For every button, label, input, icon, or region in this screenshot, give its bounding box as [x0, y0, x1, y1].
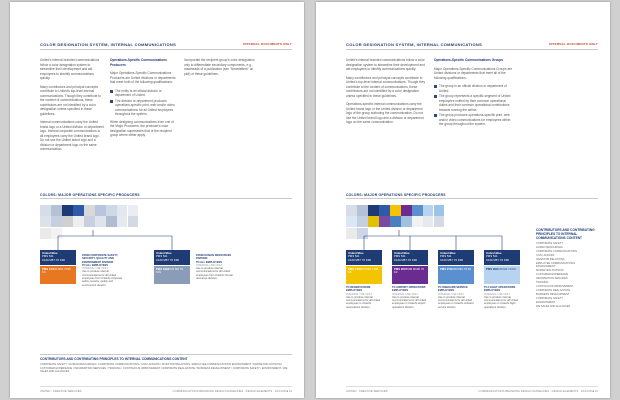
- color-card: [392, 250, 428, 309]
- color-swatch: [117, 205, 128, 216]
- swatch-pms: PMS 2607: [394, 267, 408, 271]
- secondary-swatch: [438, 266, 474, 284]
- color-swatch: [51, 205, 62, 216]
- color-swatch: [73, 205, 84, 216]
- connector-lines: [10, 224, 304, 250]
- swatch-pms: PMS 541: [440, 254, 452, 259]
- contributor-item: WE SALES AND ALLIANCES: [536, 304, 571, 308]
- check-item: [110, 89, 178, 98]
- swatch-name: United Blue: [394, 251, 410, 255]
- paragraph: United's internal branded communications follow a color designation system to streamline their development and aid employees to identify communications quickly.: [40, 58, 100, 80]
- swatch-name: United Blue: [42, 251, 58, 255]
- usage-text: Use to produce internal communications for all United employees from United's corporate safety, security, quality and environment division.: [82, 270, 123, 287]
- contributor-item: INFORMATION SERVICES: [536, 277, 568, 281]
- color-swatch: [434, 205, 445, 216]
- usage-tag: INTERNAL USE ONLY: [438, 292, 465, 296]
- usage-text: Use to produce internal communications for all United employees in United's airport operations division.: [392, 295, 427, 309]
- color-swatch: [40, 205, 51, 216]
- principles-title: CONTRIBUTORS AND CONTRIBUTING PRINCIPLES TO INTERNAL COMMUNICATIONS CONTENT: [40, 354, 292, 361]
- swatch-pms: PMS 541: [348, 254, 360, 259]
- swatch-cmyk: C0 M51 Y100 K0: [42, 267, 71, 275]
- swatch-cmyk: C80 M100 Y0 K3: [394, 267, 425, 275]
- left-page: [10, 2, 304, 398]
- contributor-item: ENVIRONMENT: [536, 265, 556, 269]
- contributor-item: CORPORATE SAFETY: [536, 242, 564, 245]
- usage-text: Use to produce internal communications for all United employees in United's reservations division.: [346, 295, 381, 309]
- card-description: [392, 286, 428, 309]
- contributor-item: HUMAN RESOURCES: [536, 245, 563, 249]
- to-heading: TO FLIGHT OPERATIONS EMPLOYEES: [484, 286, 516, 293]
- contributor-item: CORPORATE SAFETY: [536, 296, 564, 300]
- swatch-cmyk: C0 M18 Y100 K0: [348, 267, 379, 275]
- check-text: The group is an official division or department of United.: [439, 84, 507, 93]
- to-heading: TO ALL EMPLOYEES: [196, 260, 223, 264]
- usage-tag: INTERNAL USE ONLY: [392, 292, 419, 296]
- swatch-cmyk: C68 M34 Y0 K0: [451, 267, 472, 271]
- contributor-item: CONTINUOUS IMPROVEMENT: [536, 284, 574, 288]
- page-title: COLOR DESIGNATION SYSTEM, INTERNAL COMMUNICATIONS: [346, 42, 483, 47]
- secondary-swatch: [40, 266, 76, 284]
- primary-swatch: [40, 250, 76, 265]
- page-header: [346, 42, 598, 50]
- footer-right: COMMUNICATIONS BRANDING DESIGN GUIDELINES · DESIGN ELEMENTS · 03.04.08 ■ 13: [478, 389, 598, 393]
- usage-tag: INTERNAL USE ONLY: [82, 267, 109, 271]
- swatch-cmyk: C100 M57 Y0 K38: [348, 257, 371, 262]
- swatch-name: United Blue: [486, 251, 502, 255]
- card-description: [82, 254, 126, 287]
- primary-swatch: [484, 250, 520, 265]
- checkbox-icon: [434, 114, 437, 117]
- swatch-name: United Blue: [348, 251, 364, 255]
- subheading: Operations-Specific Communications Groups: [434, 58, 504, 62]
- to-heading: TO RESERVATIONS EMPLOYEES: [346, 286, 371, 293]
- check-item: [434, 84, 514, 93]
- swatch-pms: PMS 541: [156, 254, 168, 259]
- check-text: The division or department produces operations-specific print, web and/or video communications for all United employees throughout the system.: [115, 98, 175, 116]
- card-description: [196, 254, 240, 280]
- contributors-title: CONTRIBUTORS AND CONTRIBUTING PRINCIPLES TO INTERNAL COMMUNICATIONS CONTENT: [536, 228, 595, 240]
- paragraph: Many contributors and principal concepts contribute to United's top-level internal communications. Though they contribute to the content of communications, these contributors are not identified by a color designation unless specified in these guidelines.: [40, 84, 101, 116]
- internal-tag: INTERNAL DOCUMENTS ONLY: [243, 42, 292, 46]
- section-title: COLORS: MAJOR OPERATIONS SPECIFIC PRODUCERS: [40, 193, 292, 199]
- check-text: The group produces operations-specific print, web and/or video communications for employees within the group throughout the system.: [439, 113, 511, 126]
- color-card: [346, 250, 382, 309]
- color-swatch: [401, 205, 412, 216]
- page-header: [40, 42, 292, 50]
- contributors-items: [536, 242, 600, 308]
- to-heading: TO AIRPORT OPERATIONS EMPLOYEES: [392, 286, 426, 293]
- contributor-item: MARKETING DIVISION: [536, 269, 564, 273]
- contributor-item: EMPLOYEE COMMUNICATIONS: [536, 261, 576, 265]
- check-item: [434, 113, 514, 127]
- to-heading: TO ONBOARD SERVICE EMPLOYEES: [438, 286, 468, 293]
- checkbox-icon: [434, 85, 437, 88]
- color-swatch: [412, 205, 423, 216]
- footer-left: UNITED · CREATIVE SERVICES: [40, 389, 82, 393]
- color-swatch: [128, 205, 139, 216]
- swatch-cmyk: C23 M0 Y9 K31: [156, 267, 184, 275]
- paragraph: When designing communications from one of the Major Producers, the producer's color designation supersedes that of the recipient group where either apply.: [110, 119, 174, 137]
- paragraph: United's internal branded communications follow a color designation system to streamline their development and aid employees to identify communications quickly.: [346, 58, 425, 71]
- usage-text: Use to produce internal communications for all United employees from United's human resources division.: [196, 267, 234, 281]
- primary-swatch: [346, 250, 382, 265]
- color-swatch: [346, 205, 357, 216]
- intro-column: [40, 58, 104, 156]
- from-heading: FROM HUMAN RESOURCES DIVISION: [196, 254, 232, 261]
- secondary-swatch: [154, 266, 190, 284]
- checkbox-icon: [110, 90, 113, 93]
- usage-text: Use to produce internal communications for all United employees in United's flight operations division.: [484, 295, 519, 309]
- page-title: COLOR DESIGNATION SYSTEM, INTERNAL COMMUNICATIONS: [40, 42, 177, 47]
- from-heading: FROM CORPORATE SAFETY, SECURITY, QUALITY AND ENVIRONMENT DIVISION: [82, 254, 119, 264]
- intro-column: [346, 58, 426, 129]
- contributors-list: [536, 228, 600, 308]
- contributor-item: CORPORATE REAL ESTATE: [536, 288, 571, 292]
- paragraph: Incorporate the recipient group's color designation only to differentiate secondary components, e.g., mastheads of a publication (see "Newsletters" on p##) of these guidelines.: [184, 58, 255, 76]
- check-item: [110, 99, 178, 117]
- contributor-item: ENVIRONMENT: [536, 300, 556, 304]
- to-heading: TO ALL EMPLOYEES: [82, 263, 109, 267]
- subheading: Operations-Specific Communications Producers: [110, 58, 167, 67]
- color-swatch: [95, 205, 106, 216]
- internal-tag: INTERNAL DOCUMENTS ONLY: [549, 42, 598, 46]
- contributor-item: CUSTOMER EXPERIENCE: [536, 273, 569, 277]
- swatch-pms: PMS 144: [42, 267, 54, 271]
- paragraph: Internal communications carry the United brand logo or a United division or department logo. Internal corporate communications to all employees carry the United brand logo. Do not use the United brand logo and a division or department logo on the same communication.: [40, 120, 104, 151]
- swatch-cmyk: C25 M2 Y0 K0: [497, 267, 516, 271]
- color-swatch: [84, 205, 95, 216]
- color-swatch: [62, 205, 73, 216]
- color-swatch: [423, 205, 434, 216]
- primary-swatch: [392, 250, 428, 265]
- primary-swatch: [438, 250, 474, 265]
- paragraph: Operations-specific internal communications carry the United brand logo or the United division or department logo of the group authoring the communication. Do not use the United brand logo and a division or department logo on the same communication.: [346, 102, 424, 124]
- color-swatch: [368, 205, 379, 216]
- paragraph: Many contributors and principal concepts contribute to United's top-level internal communications. Though they contribute to the content of communications, these contributors are not identified by a color designation unless specified in these guidelines.: [346, 75, 426, 98]
- usage-tag: INTERNAL USE ONLY: [346, 292, 373, 296]
- checkbox-icon: [434, 95, 437, 98]
- color-card: [154, 250, 190, 284]
- section-title: COLORS: MAJOR OPERATIONS SPECIFIC PRODUCERS: [346, 193, 598, 199]
- footer-right: COMMUNICATIONS BRANDING DESIGN GUIDELINES · DESIGN ELEMENTS · 03.04.08 ■ 12: [172, 389, 292, 393]
- right-page: [316, 2, 610, 398]
- producers-column: [110, 58, 178, 142]
- swatch-cmyk: C100 M57 Y0 K38: [42, 257, 65, 262]
- contributor-item: INVESTOR RELATIONS: [536, 257, 565, 261]
- secondary-swatch: [392, 266, 428, 284]
- color-swatch: [379, 205, 390, 216]
- swatch-pms: PMS 5493: [156, 267, 170, 271]
- contributor-item: CORPORATE COMMUNICATIONS: [536, 249, 577, 253]
- card-description: [346, 286, 382, 309]
- paragraph: Major Operations-Specific Communications Producers are United divisions or departments that meet both of the following qualifications:: [110, 71, 176, 84]
- swatch-pms: PMS 279: [440, 267, 452, 271]
- swatch-cmyk: C100 M57 Y0 K38: [156, 257, 179, 262]
- contributor-item: CIVIC AFFAIRS: [536, 253, 555, 257]
- page-footer: [40, 386, 292, 393]
- check-text: The group represents a specific segment of United employees unified by their common operational duties and their common operational contributions towards running the airline.: [439, 94, 511, 112]
- checkbox-icon: [110, 100, 113, 103]
- swatch-name: United Blue: [156, 251, 172, 255]
- color-swatch: [390, 205, 401, 216]
- recipient-column: [184, 58, 256, 80]
- contributor-item: TRAINING: [536, 281, 549, 285]
- usage-text: Use to produce internal communications for all United employees in United's onboard service division.: [438, 295, 474, 309]
- check-item: [434, 94, 514, 112]
- color-card: [438, 250, 474, 309]
- groups-column: [434, 58, 514, 128]
- card-description: [438, 286, 474, 309]
- color-swatch: [106, 205, 117, 216]
- color-card: [484, 250, 520, 309]
- primary-swatch: [154, 250, 190, 265]
- color-card: [40, 250, 76, 284]
- swatch-pms: PMS 541: [486, 254, 498, 259]
- swatch-cmyk: C100 M57 Y0 K38: [486, 257, 509, 262]
- swatch-pms: PMS 541: [42, 254, 54, 259]
- swatch-cmyk: C100 M57 Y0 K38: [394, 257, 417, 262]
- page-footer: [346, 386, 598, 393]
- color-swatch: [357, 205, 368, 216]
- contributor-item: BUSINESS DEVELOPMENT: [536, 292, 570, 296]
- secondary-swatch: [346, 266, 382, 284]
- swatch-pms: PMS 541: [394, 254, 406, 259]
- footer-left: UNITED · CREATIVE SERVICES: [346, 389, 388, 393]
- secondary-swatch: [484, 266, 520, 284]
- card-description: [484, 286, 520, 309]
- swatch-pms: PMS 7406: [348, 267, 362, 271]
- paragraph: Major Operations-Specific Communications Groups are United divisions or departments that meet all of the following qualifications:: [434, 66, 513, 80]
- swatch-name: United Blue: [440, 251, 456, 255]
- check-text: The entity is an official division or department of United.: [115, 88, 162, 97]
- usage-tag: INTERNAL USE ONLY: [196, 263, 223, 267]
- principles-list: CORPORATE SAFETY / HUMAN RESOURCES / CORPORATE COMMUNICATIONS / CIVIC AFFAIRS / INVESTOR RELATIONS / EMPLOYEE COMMUNICATIONS ENVIRONMENT / MARKETING DIVISION / CUSTOMER EXPERIENCE / INFORMATION SERVICES / TRAINING / CONTINUOUS IMPROVEMENT CORPORATE REAL ESTATE / BUSINESS DEVELOPMENT / CORPORATE SAFETY / ENVIRONMENT / WE SALES AND ALLIANCES: [40, 363, 288, 374]
- swatch-cmyk: C100 M57 Y0 K38: [440, 257, 463, 262]
- usage-tag: INTERNAL USE ONLY: [484, 292, 511, 296]
- swatch-pms: PMS 290: [486, 267, 498, 271]
